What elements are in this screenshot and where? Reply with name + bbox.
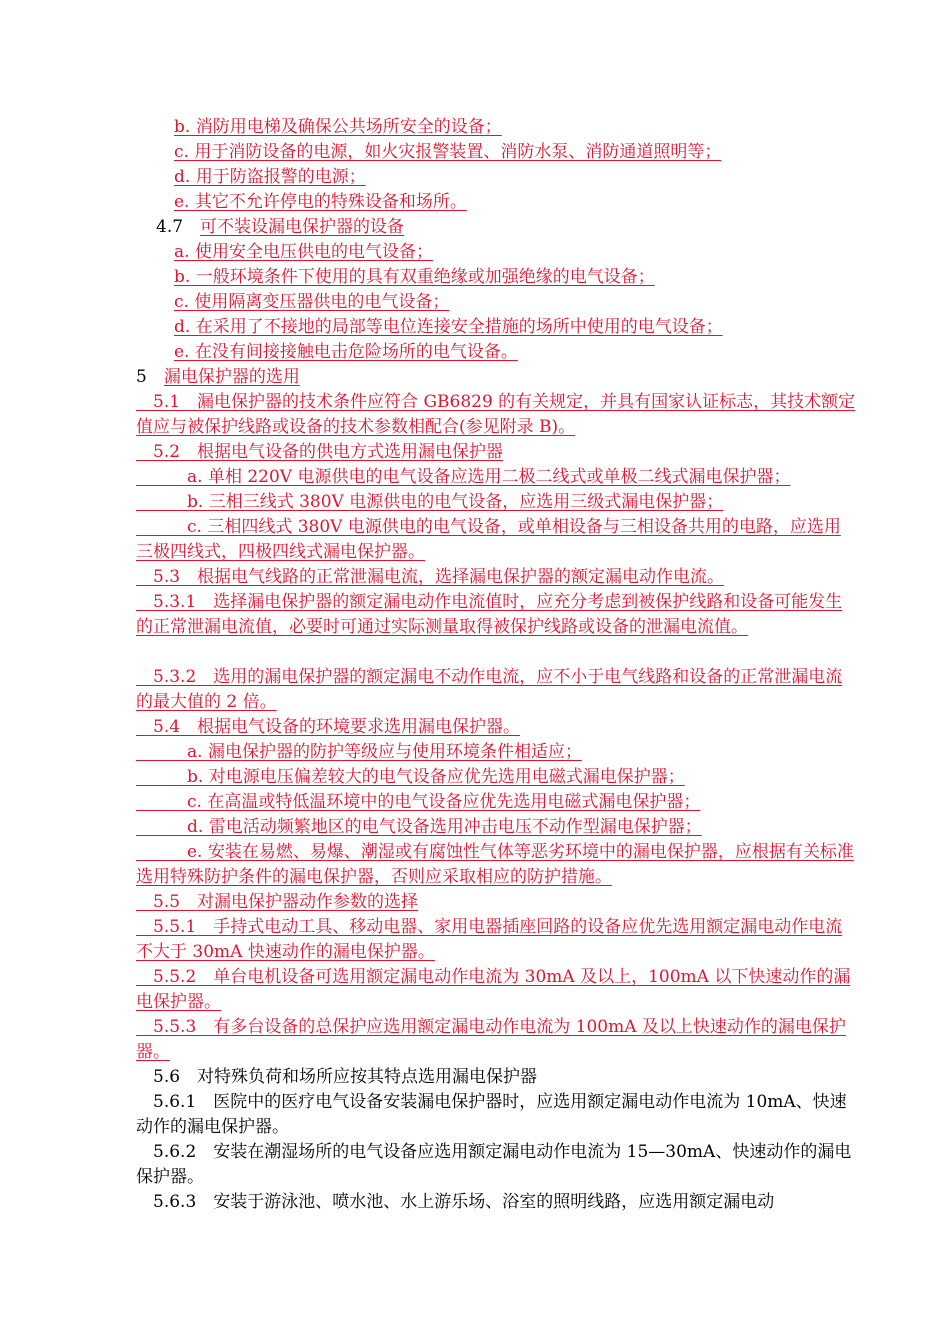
line-text: a. 使用安全电压供电的电气设备； bbox=[174, 242, 433, 262]
paragraph-text: b. 对电源电压偏差较大的电气设备应优先选用电磁式漏电保护器； bbox=[136, 767, 685, 787]
paragraph bbox=[136, 840, 856, 890]
paragraph bbox=[136, 965, 856, 1015]
paragraph bbox=[136, 1090, 856, 1140]
paragraph bbox=[136, 1140, 856, 1190]
list-item bbox=[136, 290, 856, 315]
paragraph-text: 5.6.1 医院中的医疗电气设备安装漏电保护器时，应选用额定漏电动作电流为 10mA、快速动作的漏电保护器。 bbox=[136, 1092, 847, 1137]
paragraph bbox=[136, 1065, 856, 1090]
line-text: e. 其它不允许停电的特殊设备和场所。 bbox=[174, 192, 467, 212]
paragraph bbox=[136, 390, 856, 440]
paragraph bbox=[136, 890, 856, 915]
section-number: 5 bbox=[136, 367, 147, 387]
section-title: 漏电保护器的选用 bbox=[163, 367, 300, 387]
line-text: c. 用于消防设备的电源，如火灾报警装置、消防水泵、消防通道照明等； bbox=[174, 142, 722, 162]
line-text: b. 一般环境条件下使用的具有双重绝缘或加强绝缘的电气设备； bbox=[174, 267, 655, 287]
section-number: 4.7 bbox=[156, 217, 201, 237]
paragraph-text: 5.2 根据电气设备的供电方式选用漏电保护器 bbox=[136, 442, 504, 462]
paragraph bbox=[136, 715, 856, 740]
paragraph-text: b. 三相三线式 380V 电源供电的电气设备，应选用三级式漏电保护器； bbox=[136, 492, 724, 512]
paragraph-text: c. 三相四线式 380V 电源供电的电气设备，或单相设备与三相设备共用的电路，应选用三极四线式，四极四线式漏电保护器。 bbox=[136, 517, 841, 562]
paragraph bbox=[136, 915, 856, 965]
section-heading bbox=[136, 365, 856, 390]
list-item bbox=[136, 215, 856, 240]
paragraph bbox=[136, 590, 856, 640]
paragraph-text: 5.3.1 选择漏电保护器的额定漏电动作电流值时，应充分考虑到被保护线路和设备可能发生的正常泄漏电流值，必要时可通过实际测量取得被保护线路或设备的泄漏电流值。 bbox=[136, 592, 843, 637]
paragraph-text: 5.1 漏电保护器的技术条件应符合 GB6829 的有关规定，并具有国家认证标志，其技术额定值应与被保护线路或设备的技术参数相配合(参见附录 B)。 bbox=[136, 392, 856, 437]
paragraph-text: d. 雷电活动频繁地区的电气设备选用冲击电压不动作型漏电保护器； bbox=[136, 817, 702, 837]
paragraph-text: a. 漏电保护器的防护等级应与使用环境条件相适应； bbox=[136, 742, 582, 762]
paragraph-text: 5.5.1 手持式电动工具、移动电器、家用电器插座回路的设备应优先选用额定漏电动作电流不大于 30mA 快速动作的漏电保护器。 bbox=[136, 917, 843, 962]
line-text: e. 在没有间接接触电击危险场所的电气设备。 bbox=[174, 342, 518, 362]
paragraph-text: 5.6 对特殊负荷和场所应按其特点选用漏电保护器 bbox=[136, 1067, 538, 1087]
paragraph bbox=[136, 490, 856, 515]
paragraph bbox=[136, 515, 856, 565]
list-item bbox=[136, 190, 856, 215]
paragraph bbox=[136, 790, 856, 815]
line-text: d. 用于防盗报警的电源； bbox=[174, 167, 366, 187]
paragraph-text: 5.3 根据电气线路的正常泄漏电流，选择漏电保护器的额定漏电动作电流。 bbox=[136, 567, 725, 587]
line-text: c. 使用隔离变压器供电的电气设备； bbox=[174, 292, 450, 312]
list-item bbox=[136, 165, 856, 190]
paragraph-text: c. 在高温或特低温环境中的电气设备应优先选用电磁式漏电保护器； bbox=[136, 792, 701, 812]
paragraph-text: 5.6.3 安装于游泳池、喷水池、水上游乐场、浴室的照明线路，应选用额定漏电动 bbox=[136, 1192, 775, 1212]
paragraph bbox=[136, 740, 856, 765]
paragraph bbox=[136, 465, 856, 490]
paragraph-text: 5.5.2 单台电机设备可选用额定漏电动作电流为 30mA 及以上，100mA 以下快速动作的漏电保护器。 bbox=[136, 967, 851, 1012]
paragraph-text: e. 安装在易燃、易爆、潮湿或有腐蚀性气体等恶劣环境中的漏电保护器，应根据有关标准选用特殊防护条件的漏电保护器，否则应采取相应的防护措施。 bbox=[136, 842, 854, 887]
line-text: b. 消防用电梯及确保公共场所安全的设备； bbox=[174, 117, 502, 137]
paragraph bbox=[136, 440, 856, 465]
paragraph bbox=[136, 665, 856, 715]
paragraph-text: 5.3.2 选用的漏电保护器的额定漏电不动作电流，应不小于电气线路和设备的正常泄漏电流的最大值的 2 倍。 bbox=[136, 667, 843, 712]
paragraph bbox=[136, 765, 856, 790]
paragraph-text: 5.4 根据电气设备的环境要求选用漏电保护器。 bbox=[136, 717, 521, 737]
paragraph-text: 5.6.2 安装在潮湿场所的电气设备应选用额定漏电动作电流为 15—30mA、快速动作的漏电保护器。 bbox=[136, 1142, 852, 1187]
list-item bbox=[136, 315, 856, 340]
paragraph-text: 5.5.3 有多台设备的总保护应选用额定漏电动作电流为 100mA 及以上快速动作的漏电保护器。 bbox=[136, 1017, 846, 1062]
paragraph bbox=[136, 565, 856, 590]
line-text: 可不装设漏电保护器的设备 bbox=[200, 217, 405, 237]
list-item bbox=[136, 340, 856, 365]
list-item bbox=[136, 115, 856, 140]
list-item bbox=[136, 265, 856, 290]
paragraph-text: 5.5 对漏电保护器动作参数的选择 bbox=[136, 892, 419, 912]
list-item bbox=[136, 240, 856, 265]
paragraph bbox=[136, 1015, 856, 1065]
paragraph-text: a. 单相 220V 电源供电的电气设备应选用二极二线式或单极二线式漏电保护器； bbox=[136, 467, 791, 487]
paragraph bbox=[136, 1190, 856, 1215]
list-item bbox=[136, 140, 856, 165]
line-text: d. 在采用了不接地的局部等电位连接安全措施的场所中使用的电气设备； bbox=[174, 317, 723, 337]
paragraph bbox=[136, 815, 856, 840]
